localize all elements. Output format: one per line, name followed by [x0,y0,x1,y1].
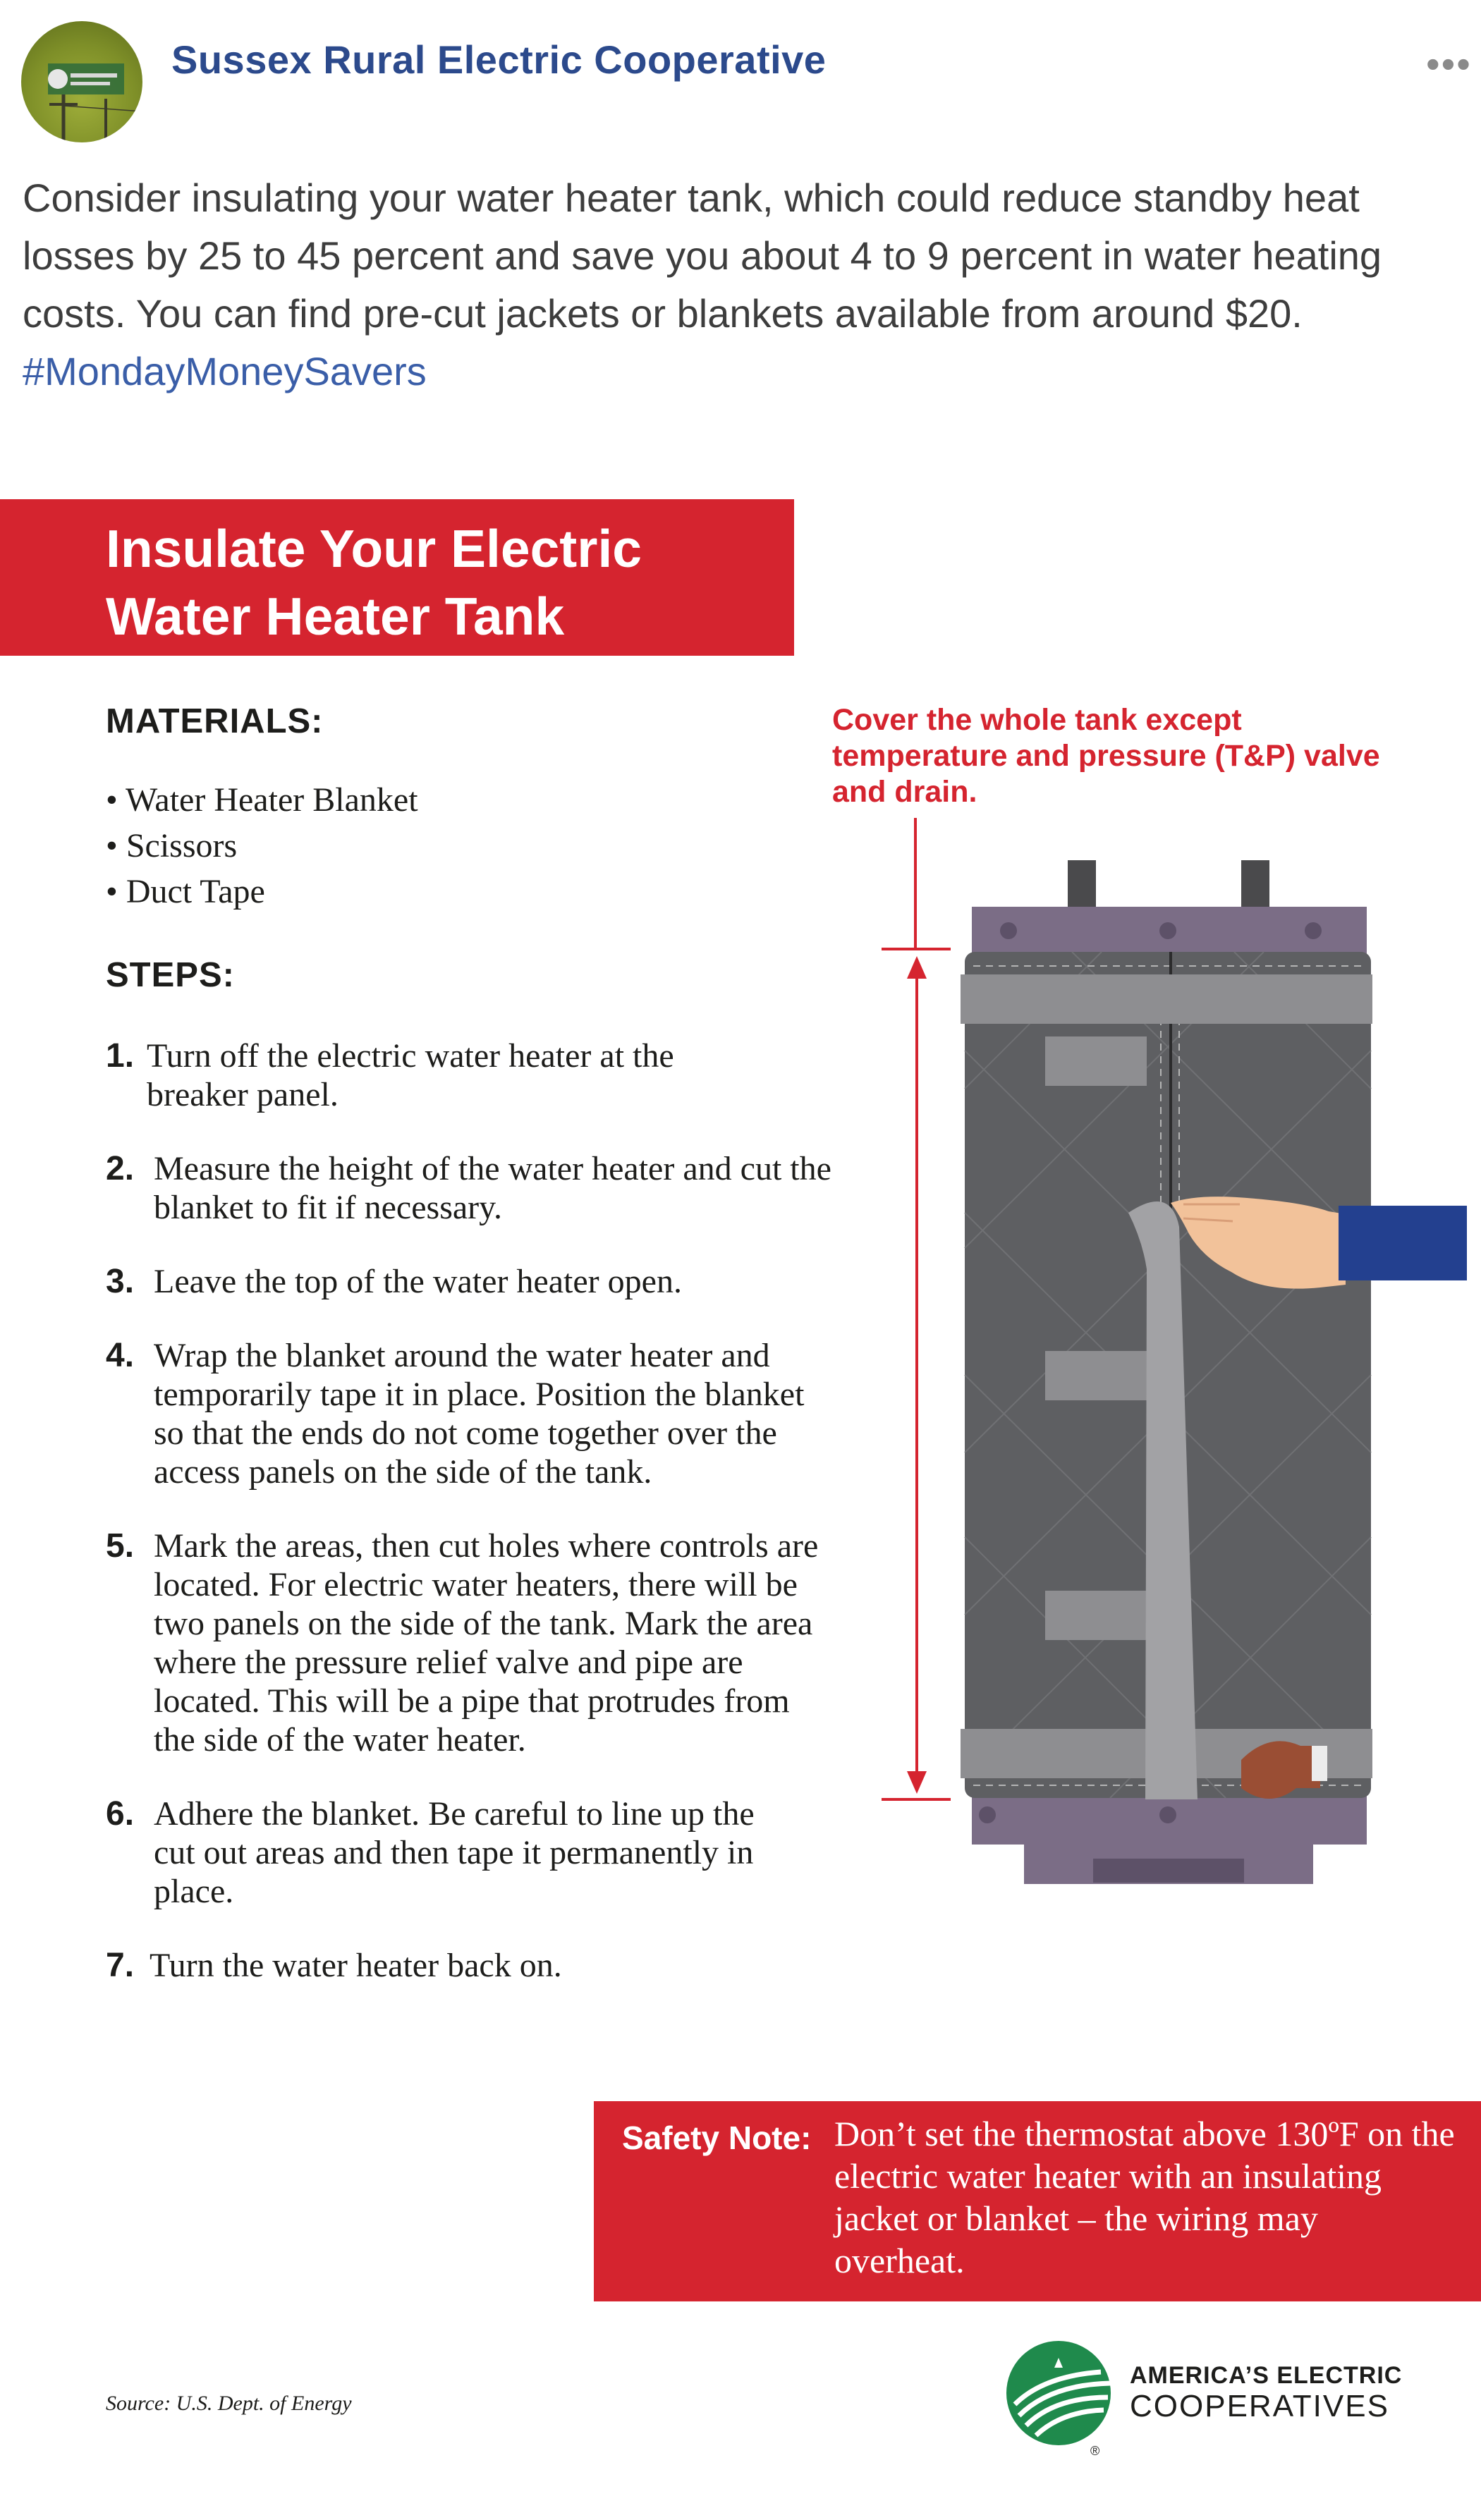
step-item [106,1946,839,1985]
step-number: 7. [106,1947,135,1984]
step-number: 3. [106,1263,135,1300]
steps-list [106,1036,839,1985]
logo-text-line-1: AMERICA’S ELECTRIC [1130,2362,1403,2389]
step-item [106,1336,825,1491]
step-text: Leave the top of the water heater open. [154,1263,682,1300]
arrow-up-icon [907,956,927,979]
logo-text-line-2: COOPERATIVES [1130,2389,1389,2423]
step-item [106,1794,783,1911]
materials-heading: MATERIALS: [106,702,324,740]
list-item: • Duct Tape [106,869,418,915]
step-item [106,1036,783,1114]
outlet-pipe-left [1068,860,1096,908]
sleeve [1339,1206,1467,1280]
step-text: Turn off the electric water heater at the breaker panel. [147,1037,674,1113]
step-text: Adhere the blanket. Be careful to line up the cut out areas and then tape it permanently in place. [154,1795,755,1910]
water-heater-illustration [860,818,1467,1890]
steps-heading: STEPS: [106,956,235,994]
title-line-1: Insulate Your Electric [106,519,642,578]
step-text: Measure the height of the water heater and cut the blanket to fit if necessary. [154,1150,831,1226]
safety-text: Don’t set the thermostat above 130ºF on the electric water heater with an insulating jacket or blanket – the wiring may overheat. [834,2114,1455,2280]
step-text: Turn the water heater back on. [150,1947,562,1984]
avatar-image [21,21,142,142]
step-number: 5. [106,1527,135,1565]
list-item: • Water Heater Blanket [106,777,418,823]
step-number: 2. [106,1150,135,1187]
arrow-down-icon [907,1771,927,1794]
page-avatar[interactable] [21,21,142,142]
step-text: Wrap the blanket around the water heater and temporarily tape it in place. Position the blanket so that the ends do not come together over the access panels on the side of the tank. [154,1337,805,1491]
step-item [106,1527,825,1759]
cover-note: Cover the whole tank except temperature and pressure (T&P) valve and drain. [832,703,1380,809]
step-text: Mark the areas, then cut holes where controls are located. For electric water heaters, there will be two panels on the side of the tank. Mark the area where the pressure relief valve and pipe are located. This will be a pipe that protrudes from the side of the water heater. [154,1527,819,1759]
title-line-2: Water Heater Tank [106,587,565,646]
outlet-pipe-right [1241,860,1269,908]
tape-band-top [961,974,1372,1024]
source-note: Source: U.S. Dept. of Energy [106,2392,352,2415]
hashtag-link[interactable]: #MondayMoneySavers [23,349,427,393]
more-options-icon[interactable]: ••• [1426,42,1472,86]
step-number: 4. [106,1337,135,1374]
registered-mark: ® [1090,2444,1100,2458]
step-item [106,1149,839,1227]
step-item [106,1262,839,1301]
post-text [23,169,1461,400]
cooperatives-logo-icon [1005,2339,1118,2452]
page-name-link[interactable]: Sussex Rural Electric Cooperative [171,37,827,82]
safety-label: Safety Note: [622,2120,812,2156]
step-number: 1. [106,1037,135,1075]
post-body: Consider insulating your water heater tank, which could reduce standby heat losses by 25 to 45 percent and save you about 4 to 9 percent in water heating costs. You can find pre-cut jackets or blankets available from around $20. [23,176,1382,336]
step-number: 6. [106,1795,135,1833]
materials-list [106,777,418,915]
graphic-title [106,515,783,650]
list-item: • Scissors [106,823,418,869]
